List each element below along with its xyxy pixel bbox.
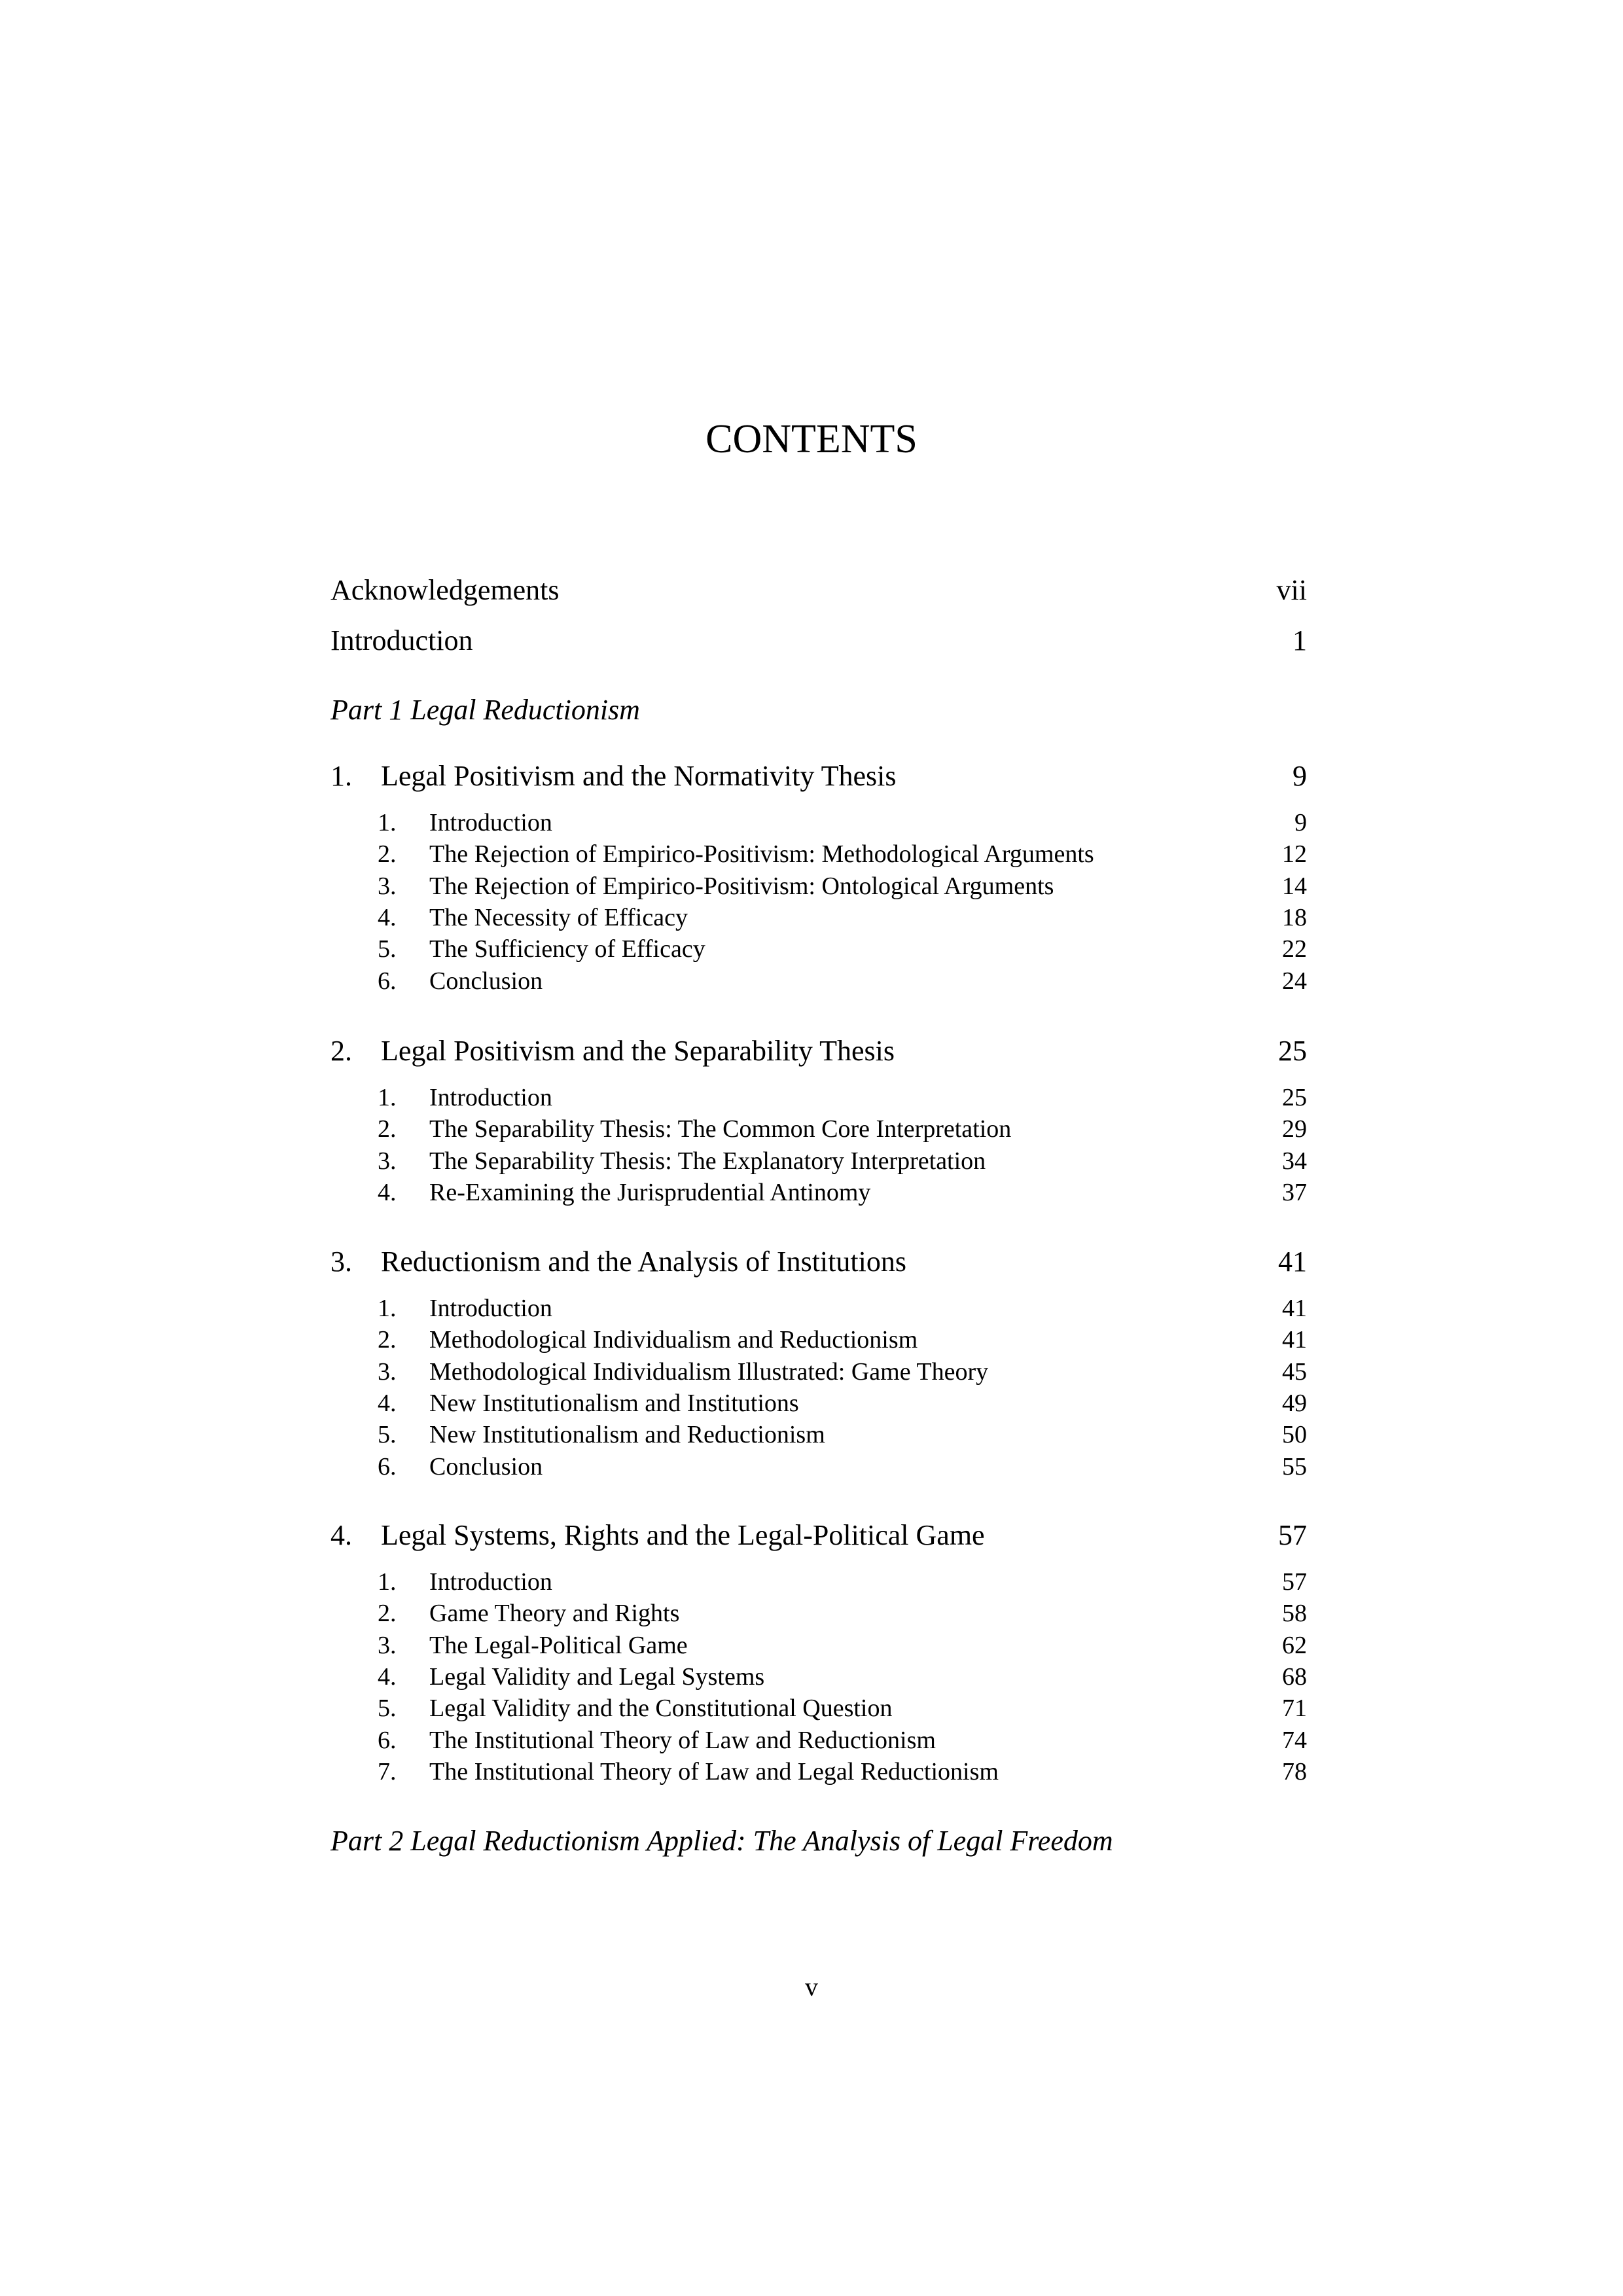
section-number: 2. xyxy=(378,1115,397,1143)
section-number: 6. xyxy=(378,1726,397,1754)
chapter-page: 41 xyxy=(1278,1246,1307,1278)
chapter-entry[interactable] xyxy=(330,1518,1307,1558)
section-page: 29 xyxy=(1282,1115,1307,1143)
section-title: New Institutionalism and Reductionism xyxy=(429,1421,825,1449)
entry-title: Acknowledgements xyxy=(330,574,560,606)
section-title: Conclusion xyxy=(429,967,543,995)
section-title: The Separability Thesis: The Common Core Interpretation xyxy=(429,1115,1012,1143)
section-page: 74 xyxy=(1282,1726,1307,1754)
section-entry[interactable] xyxy=(330,967,1307,1006)
section-number: 2. xyxy=(378,840,397,869)
section-number: 1. xyxy=(378,1568,397,1596)
section-number: 5. xyxy=(378,1421,397,1449)
section-title: The Rejection of Empirico-Positivism: Ontological Arguments xyxy=(429,872,1054,900)
section-page: 9 xyxy=(1294,809,1307,836)
section-number: 4. xyxy=(378,1178,397,1206)
chapter-number: 1. xyxy=(330,760,352,792)
section-number: 2. xyxy=(378,1600,397,1628)
chapter-entry[interactable] xyxy=(330,1245,1307,1284)
chapter-entry[interactable] xyxy=(330,759,1307,798)
section-number: 4. xyxy=(378,903,397,931)
section-title: Methodological Individualism and Reductionism xyxy=(429,1326,918,1354)
section-title: The Legal-Political Game xyxy=(429,1631,688,1659)
section-title: Game Theory and Rights xyxy=(429,1600,680,1628)
section-page: 18 xyxy=(1282,903,1307,931)
section-page: 57 xyxy=(1282,1568,1307,1596)
section-number: 1. xyxy=(378,809,397,836)
section-page: 12 xyxy=(1282,840,1307,869)
section-title: Methodological Individualism Illustrated: Game Theory xyxy=(429,1357,989,1386)
section-page: 78 xyxy=(1282,1757,1307,1785)
section-title: The Rejection of Empirico-Positivism: Methodological Arguments xyxy=(429,840,1094,869)
chapter-title: Reductionism and the Analysis of Institutions xyxy=(381,1246,906,1278)
section-title: Introduction xyxy=(429,1568,552,1596)
section-page: 34 xyxy=(1282,1147,1307,1175)
section-entry[interactable] xyxy=(330,1178,1307,1217)
section-page: 55 xyxy=(1282,1452,1307,1480)
section-title: New Institutionalism and Institutions xyxy=(429,1389,799,1417)
chapter-number: 2. xyxy=(330,1035,352,1067)
section-page: 37 xyxy=(1282,1178,1307,1206)
section-page: 68 xyxy=(1282,1662,1307,1691)
section-page: 50 xyxy=(1282,1421,1307,1449)
section-page: 71 xyxy=(1282,1695,1307,1723)
section-title: The Necessity of Efficacy xyxy=(429,903,688,931)
section-title: Legal Validity and the Constitutional Question xyxy=(429,1695,893,1723)
section-page: 14 xyxy=(1282,872,1307,900)
section-page: 25 xyxy=(1282,1084,1307,1111)
section-number: 3. xyxy=(378,1631,397,1659)
section-number: 3. xyxy=(378,1357,397,1386)
toc-entry-acknowledgements[interactable] xyxy=(330,573,1307,613)
entry-page: vii xyxy=(1276,574,1307,606)
page-number: v xyxy=(805,1972,818,2001)
section-title: The Institutional Theory of Law and Reductionism xyxy=(429,1726,936,1754)
section-page: 24 xyxy=(1282,967,1307,995)
section-number: 7. xyxy=(378,1757,397,1785)
section-number: 3. xyxy=(378,1147,397,1175)
entry-page: 1 xyxy=(1293,624,1307,656)
chapter-page: 57 xyxy=(1278,1519,1307,1551)
section-entry[interactable] xyxy=(330,1757,1307,1797)
section-title: Legal Validity and Legal Systems xyxy=(429,1662,765,1691)
section-number: 4. xyxy=(378,1662,397,1691)
section-number: 5. xyxy=(378,935,397,963)
part-heading-2: Part 2 Legal Reductionism Applied: The Analysis of Legal Freedom xyxy=(330,1825,1113,1857)
chapter-number: 3. xyxy=(330,1246,352,1278)
section-number: 1. xyxy=(378,1084,397,1111)
part-heading-1: Part 1 Legal Reductionism xyxy=(330,694,640,726)
section-page: 45 xyxy=(1282,1357,1307,1386)
section-page: 49 xyxy=(1282,1389,1307,1417)
section-title: Introduction xyxy=(429,1295,552,1322)
section-page: 41 xyxy=(1282,1295,1307,1322)
section-title: Re-Examining the Jurisprudential Antinomy xyxy=(429,1178,871,1206)
section-number: 4. xyxy=(378,1389,397,1417)
section-title: The Separability Thesis: The Explanatory Interpretation xyxy=(429,1147,986,1175)
chapter-title: Legal Positivism and the Normativity Thesis xyxy=(381,760,897,792)
section-number: 5. xyxy=(378,1695,397,1723)
section-title: Introduction xyxy=(429,1084,552,1111)
section-number: 3. xyxy=(378,872,397,900)
chapter-page: 25 xyxy=(1278,1035,1307,1067)
section-page: 41 xyxy=(1282,1326,1307,1354)
section-page: 58 xyxy=(1282,1600,1307,1628)
section-title: The Sufficiency of Efficacy xyxy=(429,935,705,963)
section-page: 62 xyxy=(1282,1631,1307,1659)
section-title: Introduction xyxy=(429,809,552,836)
chapter-title: Legal Systems, Rights and the Legal-Political Game xyxy=(381,1519,985,1551)
section-title: The Institutional Theory of Law and Legal Reductionism xyxy=(429,1757,999,1785)
toc-entry-introduction[interactable] xyxy=(330,624,1307,663)
section-number: 1. xyxy=(378,1295,397,1322)
page-title: CONTENTS xyxy=(705,417,918,461)
section-page: 22 xyxy=(1282,935,1307,963)
section-title: Conclusion xyxy=(429,1452,543,1480)
section-number: 6. xyxy=(378,967,397,995)
chapter-number: 4. xyxy=(330,1519,352,1551)
section-number: 2. xyxy=(378,1326,397,1354)
entry-title: Introduction xyxy=(330,624,473,656)
chapter-page: 9 xyxy=(1293,760,1307,792)
chapter-entry[interactable] xyxy=(330,1034,1307,1073)
section-number: 6. xyxy=(378,1452,397,1480)
chapter-title: Legal Positivism and the Separability Thesis xyxy=(381,1035,895,1067)
section-entry[interactable] xyxy=(330,1452,1307,1492)
